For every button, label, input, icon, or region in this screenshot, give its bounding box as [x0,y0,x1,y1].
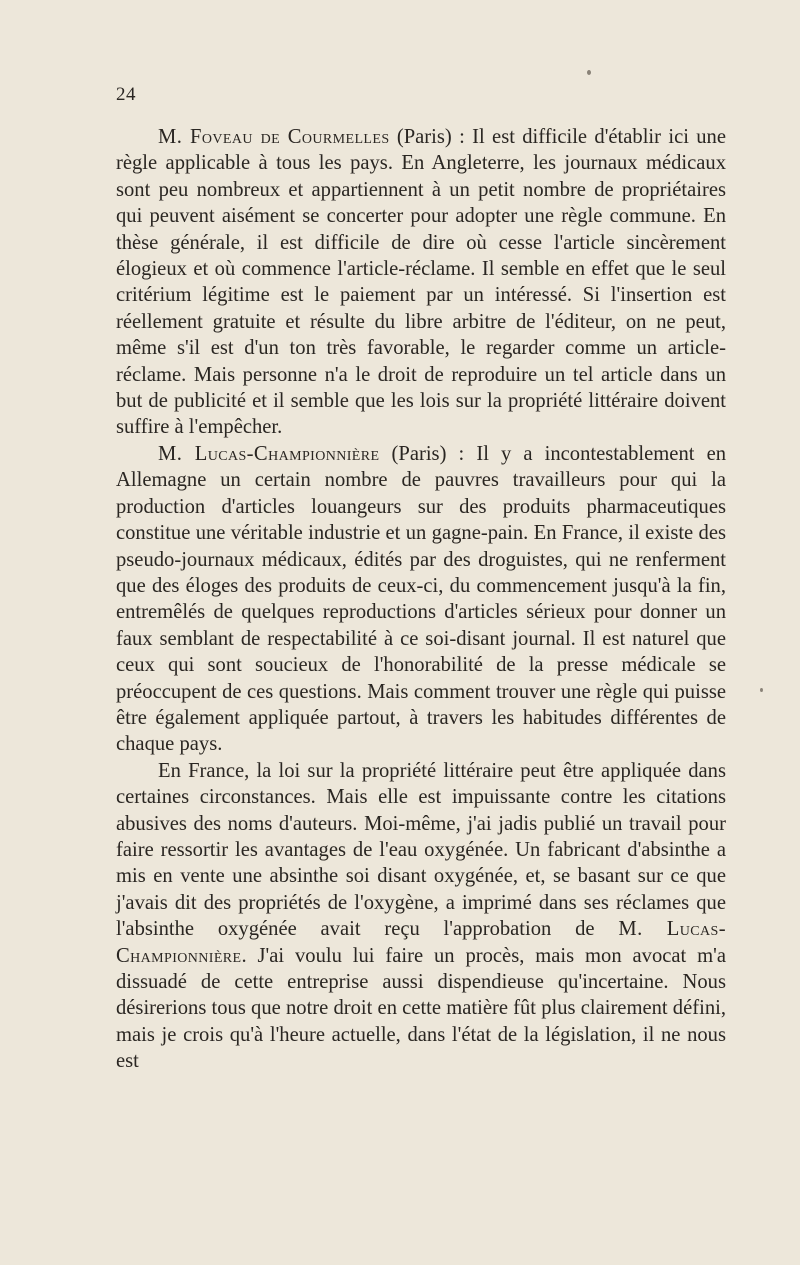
paragraph-france [116,758,726,1075]
print-speck [760,688,763,692]
body-text [116,124,726,1075]
print-speck [587,70,591,75]
speaker-name: M. Lucas-Championnière [158,442,380,465]
inline-name: M. Lucas-Championnière [116,918,726,967]
paragraph-lucas [116,441,726,758]
page-number: 24 [116,84,136,105]
speaker-name: M. Foveau de Courmelles [158,126,390,148]
paragraph-text: (Paris) : Il y a incontestablement en Allemagne un certain nombre de pauvres travailleurs pour qui la production d'articles louangeurs sur des produits pharmaceutiques constitue une véritable industrie et un gagne-pain. En France, il existe des pseudo-journaux médicaux, édités par des droguistes, qui ne renferment que des éloges des produits de ceux-ci, du commencement jusqu'à la fin, entremêlés de quelques reproductions d'articles sérieux pour donner un faux semblant de respectabilité à ce soi-disant journal. Il est naturel que ceux qui sont soucieux de l'honorabilité de la presse médicale se préoccupent de ces questions. Mais comment trouver une règle qui puisse être également appliquée partout, à travers les habitudes différentes de chaque pays. [116,442,727,756]
paragraph-foveau [116,124,726,441]
paragraph-text: (Paris) : Il est difficile d'établir ici une règle applicable à tous les pays. En Angleterre, les journaux médicaux sont peu nombreux et appartiennent à un petit nombre de propriétaires qui peuvent aisément se concerter pour adopter une règle commune. En thèse générale, il est difficile de dire où cesse l'article sincèrement élogieux et où commence l'article-réclame. Il semble en effet que le seul critérium légitime est le paiement par un intéressé. Si l'insertion est réellement gratuite et résulte du libre arbitre de l'éditeur, on ne peut, même s'il est d'un ton très favorable, le regarder comme un article-réclame. Mais personne n'a le droit de reproduire un tel article dans un but de publicité et il semble que les lois sur la propriété littéraire doivent suffire à l'empêcher. [116,126,726,439]
paragraph-text: En France, la loi sur la propriété littéraire peut être appliquée dans certaines circonstances. Mais elle est impuissante contre les citations abusives des noms d'auteurs. Moi-même, j'ai jadis publié un travail pour faire ressortir les avantages de l'eau oxygénée. Un fabricant d'absinthe a mis en vente une absinthe soi disant oxygénée, et, se basant sur ce que j'avais dit des propriétés de l'oxygène, a imprimé dans ses réclames que l'absinthe oxygénée avait reçu l'approbation de [116,759,726,941]
paragraph-text: . J'ai voulu lui faire un procès, mais mon avocat m'a dissuadé de cette entreprise aussi dispendieuse qu'incertaine. Nous désirerions tous que notre droit en cette matière fût plus clairement défini, mais je crois qu'à l'heure actuelle, dans l'état de la législation, il ne nous est [116,944,726,1073]
